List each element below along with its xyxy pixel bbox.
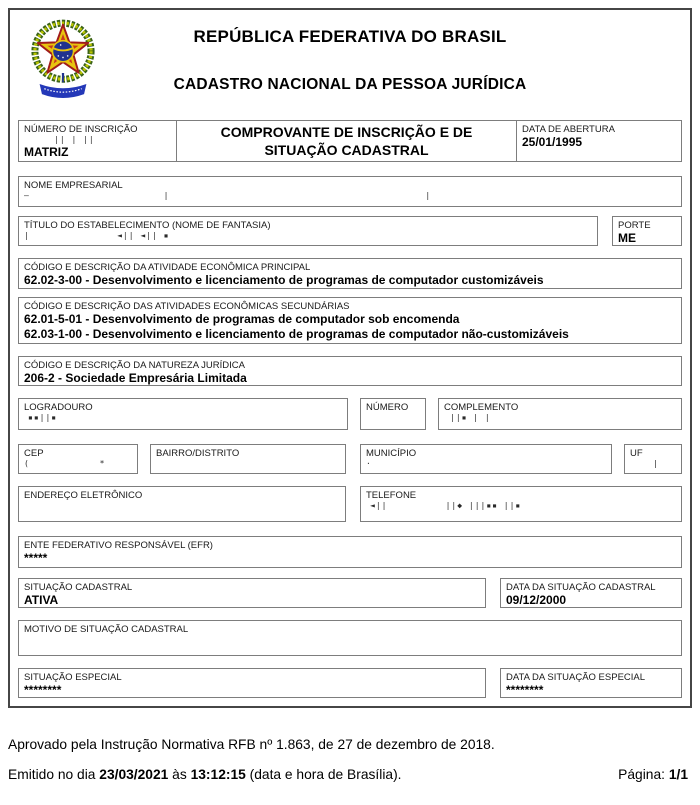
field-label: CÓDIGO E DESCRIÇÃO DA ATIVIDADE ECONÔMICA PRINCIPAL (24, 262, 311, 273)
redacted-value: || | || (54, 135, 95, 144)
redacted-value (24, 501, 340, 511)
field-label: MOTIVO DE SITUAÇÃO CADASTRAL (24, 624, 189, 635)
field-label: LOGRADOURO (24, 402, 93, 413)
pagina-value: 1/1 (668, 767, 688, 782)
field-label: BAIRRO/DISTRITO (156, 448, 240, 459)
emitido-date: 23/03/2021 (99, 767, 169, 782)
field-bairro-distrito (150, 444, 346, 474)
page-title: REPÚBLICA FEDERATIVA DO BRASIL (193, 27, 507, 46)
field-value: 09/12/2000 (506, 593, 567, 607)
field-value: ******** (24, 683, 62, 697)
redacted-value: ||▪ | | (450, 413, 491, 422)
field-numero (360, 398, 426, 430)
field-data-situacao-especial (500, 668, 682, 698)
field-label: NÚMERO (366, 402, 409, 413)
redacted-value: | (630, 459, 660, 468)
field-value: ME (618, 231, 636, 245)
field-efr (18, 536, 682, 568)
field-value: 62.02-3-00 - Desenvolvimento e licenciamento de programas de computador customizáveis (24, 273, 544, 287)
field-label: NÚMERO DE INSCRIÇÃO (24, 124, 138, 135)
emitido-conj: às (168, 767, 191, 782)
emitido-time: 13:12:15 (190, 767, 246, 782)
field-titulo-estabelecimento (18, 216, 598, 246)
redacted-value (156, 459, 340, 469)
field-label: SITUAÇÃO CADASTRAL (24, 582, 133, 593)
field-telefone (360, 486, 682, 522)
field-label: NOME EMPRESARIAL (24, 180, 123, 191)
field-label: PORTE (618, 220, 651, 231)
field-label: ENDEREÇO ELETRÔNICO (24, 490, 143, 501)
field-motivo-situacao (18, 620, 682, 656)
comprovante-title-box (176, 120, 517, 162)
field-label: CÓDIGO E DESCRIÇÃO DAS ATIVIDADES ECONÔMICAS SECUNDÁRIAS (24, 301, 350, 312)
field-label: MUNICÍPIO (366, 448, 417, 459)
field-value: ATIVA (24, 593, 59, 607)
redacted-value: ▪▪||▪ (28, 413, 58, 422)
field-label: DATA DA SITUAÇÃO CADASTRAL (506, 582, 656, 593)
field-value: MATRIZ (24, 145, 69, 159)
field-label: ENTE FEDERATIVO RESPONSÁVEL (EFR) (24, 540, 213, 551)
field-value: 25/01/1995 (522, 135, 583, 149)
field-numero-inscricao (18, 120, 177, 162)
field-nome-empresarial (18, 176, 682, 207)
field-value-2: 62.03-1-00 - Desenvolvimento e licenciamento de programas de computador não-customizáveis (24, 327, 569, 341)
field-data-situacao-cadastral (500, 578, 682, 608)
field-porte (612, 216, 682, 246)
field-label: COMPLEMENTO (444, 402, 519, 413)
field-situacao-cadastral (18, 578, 486, 608)
field-endereco-eletronico (18, 486, 346, 522)
field-label: DATA DE ABERTURA (522, 124, 615, 135)
emitido-prefix: Emitido no dia (8, 767, 100, 782)
field-label: CÓDIGO E DESCRIÇÃO DA NATUREZA JURÍDICA (24, 360, 245, 371)
field-value: ***** (24, 551, 48, 565)
footer-emitido (8, 767, 402, 782)
field-situacao-especial (18, 668, 486, 698)
comprovante-title: COMPROVANTE DE INSCRIÇÃO E DE SITUAÇÃO CADASTRAL (220, 124, 473, 158)
field-atividade-principal (18, 258, 682, 289)
field-atividades-secundarias (18, 297, 682, 344)
field-label: CEP (24, 448, 44, 459)
redacted-value: | ◄|| ◄|| ▪ (24, 231, 170, 240)
field-value-1: 62.01-5-01 - Desenvolvimento de programas de computador sob encomenda (24, 312, 460, 326)
field-label: DATA DA SITUAÇÃO ESPECIAL (506, 672, 646, 683)
field-value: 206-2 - Sociedade Empresária Limitada (24, 371, 247, 385)
field-label: TÍTULO DO ESTABELECIMENTO (NOME DE FANTASIA) (24, 220, 271, 231)
field-logradouro (18, 398, 348, 430)
field-label: SITUAÇÃO ESPECIAL (24, 672, 122, 683)
page-number (618, 767, 688, 782)
redacted-value: ( * (24, 459, 106, 468)
field-value: ******** (506, 683, 544, 697)
field-data-abertura (516, 120, 682, 162)
field-label: UF (630, 448, 643, 459)
field-uf (624, 444, 682, 474)
redacted-value: ‒ | | (24, 191, 432, 200)
redacted-value (366, 413, 420, 423)
field-municipio (360, 444, 612, 474)
redacted-value: · (366, 459, 372, 468)
footer-aprovado: Aprovado pela Instrução Normativa RFB nº 1.863, de 27 de dezembro de 2018. (8, 737, 495, 752)
field-natureza-juridica (18, 356, 682, 386)
field-label: TELEFONE (366, 490, 417, 501)
emitido-suffix: (data e hora de Brasília). (245, 767, 402, 782)
field-complemento (438, 398, 682, 430)
page-subtitle: CADASTRO NACIONAL DA PESSOA JURÍDICA (173, 76, 527, 93)
field-cep (18, 444, 138, 474)
pagina-label: Página: (618, 767, 669, 782)
redacted-value: ◄|| ||◆ |||▪▪ ||▪ (370, 501, 522, 510)
